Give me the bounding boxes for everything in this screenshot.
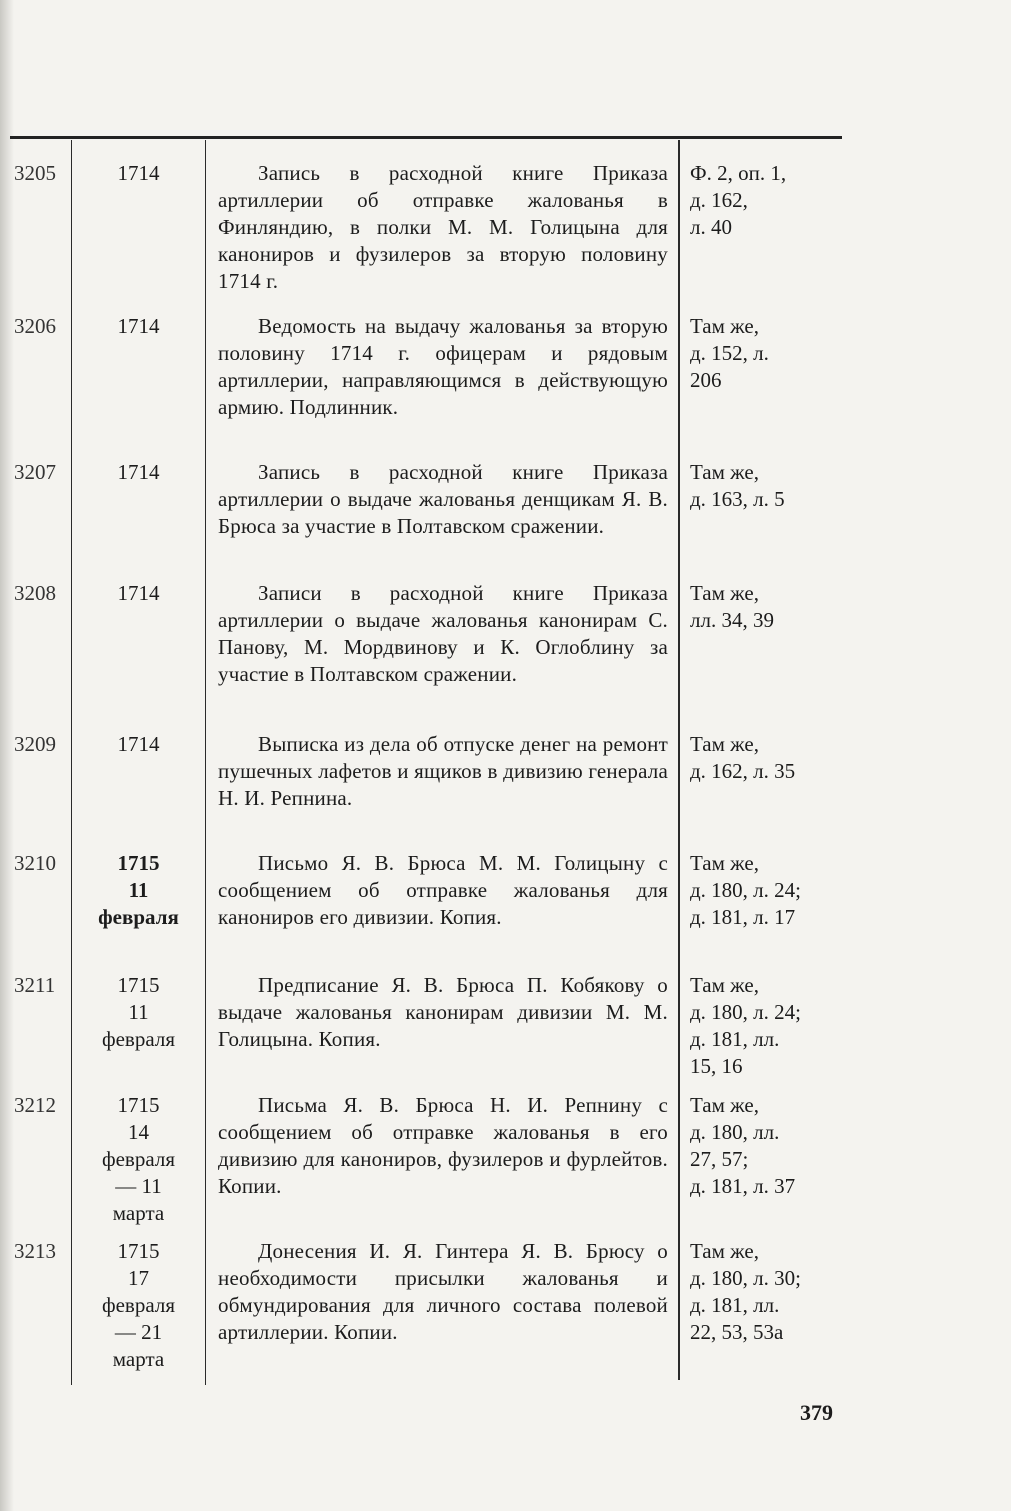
entry-archive-ref: Там же, д. 180, л. 24; д. 181, л. 17	[690, 851, 801, 929]
entry-description: Донесения И. Я. Гинтера Я. В. Брюсу о необходимости присылки жалованья и обмундирования для личного состава полевой артиллерии. Копии.	[218, 1239, 668, 1344]
entry-number: 3207	[14, 460, 56, 484]
entry-number: 3206	[14, 314, 56, 338]
entry-number: 3213	[14, 1239, 56, 1263]
entry-date: 1714	[117, 581, 160, 605]
entry-number: 3208	[14, 581, 56, 605]
entry-number: 3210	[14, 851, 56, 875]
entry-date: 1715 11 февраля	[102, 973, 175, 1051]
entry-description: Письмо Я. В. Брюса М. М. Голицыну с сообщением об отправке жалованья для канониров его дивизии. Копия.	[218, 851, 668, 929]
table-top-rule	[10, 136, 842, 139]
column-divider-3	[678, 140, 680, 1380]
entry-description: Записи в расходной книге Приказа артиллерии о выдаче жалованья канонирам С. Панову, М. Мордвинову и К. Оглоблину за участие в Полтавском сражении.	[218, 581, 668, 686]
entry-description: Письма Я. В. Брюса Н. И. Репнину с сообщением об отправке жалованья в его дивизию для канониров, фузилеров и фурлейтов. Копии.	[218, 1093, 668, 1198]
entry-date: 1715 14 февраля — 11 марта	[102, 1093, 175, 1225]
entry-archive-ref: Ф. 2, оп. 1, д. 162, л. 40	[690, 161, 787, 239]
entry-archive-ref: Там же, лл. 34, 39	[690, 581, 774, 632]
entry-date: 1715 11 февраля	[98, 851, 179, 929]
entry-description: Запись в расходной книге Приказа артиллерии о выдаче жалованья денщикам Я. В. Брюса за участие в Полтавском сражении.	[218, 460, 668, 538]
entry-description: Запись в расходной книге Приказа артиллерии об отправке жалованья в Финляндию, в полки М. М. Голицына для канониров и фузилеров за вторую половину 1714 г.	[218, 161, 668, 293]
entry-number: 3209	[14, 732, 56, 756]
entry-date: 1715 17 февраля — 21 марта	[102, 1239, 175, 1371]
entry-archive-ref: Там же, д. 180, л. 24; д. 181, лл. 15, 16	[690, 973, 801, 1078]
entry-date: 1714	[117, 161, 160, 185]
entry-date: 1714	[117, 732, 160, 756]
entry-number: 3212	[14, 1093, 56, 1117]
entry-description: Выписка из дела об отпуске денег на ремонт пушечных лафетов и ящиков в дивизию генерала Н. И. Репнина.	[218, 732, 668, 810]
entry-archive-ref: Там же, д. 162, л. 35	[690, 732, 796, 783]
entry-description: Предписание Я. В. Брюса П. Кобякову о выдаче жалованья канонирам дивизии М. М. Голицына. Копия.	[218, 973, 668, 1051]
entry-archive-ref: Там же, д. 152, л. 206	[690, 314, 769, 392]
entry-archive-ref: Там же, д. 180, лл. 27, 57; д. 181, л. 37	[690, 1093, 796, 1198]
entry-date: 1714	[117, 460, 160, 484]
page-number: 379	[800, 1400, 833, 1425]
entry-number: 3205	[14, 161, 56, 185]
column-divider-2	[205, 140, 206, 1385]
entry-archive-ref: Там же, д. 163, л. 5	[690, 460, 785, 511]
entry-description: Ведомость на выдачу жалованья за вторую половину 1714 г. офицерам и рядовым артиллерии, направляющимся в действующую армию. Подлинник.	[218, 314, 668, 419]
entry-number: 3211	[14, 973, 56, 997]
entry-archive-ref: Там же, д. 180, л. 30; д. 181, лл. 22, 53, 53а	[690, 1239, 801, 1344]
entry-date: 1714	[117, 314, 160, 338]
scan-edge-shadow	[0, 0, 14, 1511]
